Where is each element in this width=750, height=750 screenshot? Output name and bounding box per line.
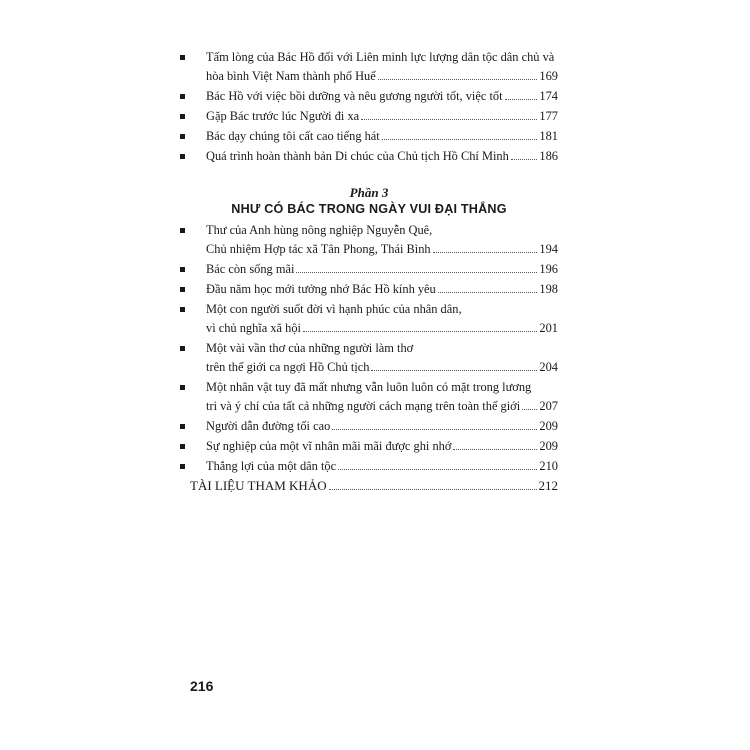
toc-entry-line <box>206 67 558 86</box>
toc-entry-page: 186 <box>539 149 558 163</box>
page-number: 216 <box>190 678 214 694</box>
toc-list-previous-section <box>180 48 558 166</box>
square-bullet-icon <box>180 134 185 139</box>
toc-entry-page: 204 <box>539 360 558 374</box>
toc-entry <box>180 221 558 259</box>
toc-entry <box>180 48 558 86</box>
toc-entry-page: 174 <box>539 89 558 103</box>
toc-entry-title: Gặp Bác trước lúc Người đi xa <box>206 109 360 123</box>
toc-entry-title: Tấm lòng của Bác Hồ đối với Liên minh lực lượng dân tộc dân chủ và <box>206 50 555 64</box>
toc-entry-page: 181 <box>539 129 558 143</box>
dot-leader <box>433 252 538 253</box>
toc-entry-page: 198 <box>539 282 558 296</box>
square-bullet-icon <box>180 424 185 429</box>
references-entry <box>190 478 558 494</box>
toc-entry <box>180 378 558 416</box>
toc-entry <box>180 127 558 146</box>
square-bullet-icon <box>180 307 185 312</box>
dot-leader <box>382 139 538 140</box>
toc-entry-title: Chủ nhiệm Hợp tác xã Tân Phong, Thái Bình <box>206 242 431 256</box>
toc-entry-line <box>206 457 558 476</box>
toc-entry-line <box>206 300 558 319</box>
toc-entry-line <box>206 358 558 377</box>
square-bullet-icon <box>180 94 185 99</box>
square-bullet-icon <box>180 55 185 60</box>
dot-leader <box>371 370 537 371</box>
toc-entry <box>180 300 558 338</box>
toc-entry <box>180 280 558 299</box>
dot-leader <box>303 331 537 332</box>
toc-entry <box>180 457 558 476</box>
toc-entry-line <box>206 87 558 106</box>
part-title: NHƯ CÓ BÁC TRONG NGÀY VUI ĐẠI THẮNG <box>231 202 507 216</box>
toc-entry-line <box>206 240 558 259</box>
toc-entry <box>180 87 558 106</box>
toc-entry-line <box>206 339 558 358</box>
toc-entry <box>180 339 558 377</box>
toc-entry-page: 194 <box>539 242 558 256</box>
toc-entry-title: Một con người suốt đời vì hạnh phúc của nhân dân, <box>206 302 462 316</box>
dot-leader <box>338 469 537 470</box>
toc-entry-page: 209 <box>539 419 558 433</box>
dot-leader <box>511 159 538 160</box>
toc-entry <box>180 417 558 436</box>
toc-entry-page: 209 <box>539 439 558 453</box>
toc-entry-line <box>206 221 558 240</box>
dot-leader <box>329 489 537 490</box>
toc-entry-title: Đầu năm học mới tưởng nhớ Bác Hồ kính yêu <box>206 282 436 296</box>
references-label: TÀI LIỆU THAM KHẢO <box>190 478 327 493</box>
toc-entry-line <box>206 280 558 299</box>
toc-entry-line <box>206 127 558 146</box>
toc-entry-title: vì chủ nghĩa xã hội <box>206 321 301 335</box>
toc-entry-title: Thắng lợi của một dân tộc <box>206 459 337 473</box>
toc-entry-page: 177 <box>539 109 558 123</box>
toc-entry-line <box>206 319 558 338</box>
toc-entry-title: Bác dạy chúng tôi cất cao tiếng hát <box>206 129 380 143</box>
dot-leader <box>453 449 537 450</box>
toc-list-part-3 <box>180 221 558 476</box>
toc-entry-line <box>206 417 558 436</box>
square-bullet-icon <box>180 444 185 449</box>
dot-leader <box>296 272 537 273</box>
square-bullet-icon <box>180 346 185 351</box>
toc-entry-title: Một vài vần thơ của những người làm thơ <box>206 341 414 355</box>
toc-entry <box>180 147 558 166</box>
toc-entry-title: Bác Hồ với việc bồi dưỡng và nêu gương người tốt, việc tốt <box>206 89 503 103</box>
square-bullet-icon <box>180 464 185 469</box>
toc-entry-line <box>206 48 558 67</box>
dot-leader <box>438 292 538 293</box>
toc-entry-title: trên thế giới ca ngợi Hồ Chủ tịch <box>206 360 370 374</box>
square-bullet-icon <box>180 267 185 272</box>
toc-entry <box>180 437 558 456</box>
toc-entry <box>180 260 558 279</box>
toc-entry-line <box>206 107 558 126</box>
toc-entry-page: 210 <box>539 459 558 473</box>
square-bullet-icon <box>180 385 185 390</box>
toc-entry-title: Thư của Anh hùng nông nghiệp Nguyễn Quê, <box>206 223 433 237</box>
toc-entry-title: Một nhân vật tuy đã mất nhưng vẫn luôn luôn có mặt trong lương <box>206 380 532 394</box>
toc-entry-line <box>206 378 558 397</box>
toc-entry-title: Sự nghiệp của một vĩ nhân mãi mãi được ghi nhớ <box>206 439 452 453</box>
toc-entry-page: 169 <box>539 69 558 83</box>
toc-entry-line <box>206 147 558 166</box>
toc-entry-line <box>206 260 558 279</box>
dot-leader <box>522 409 537 410</box>
references-page: 212 <box>538 478 558 493</box>
square-bullet-icon <box>180 114 185 119</box>
toc-entry-page: 196 <box>539 262 558 276</box>
square-bullet-icon <box>180 228 185 233</box>
part-label: Phần 3 <box>349 185 389 200</box>
toc-entry-line <box>206 397 558 416</box>
dot-leader <box>378 79 538 80</box>
dot-leader <box>505 99 538 100</box>
toc-entry <box>180 107 558 126</box>
toc-entry-page: 201 <box>539 321 558 335</box>
toc-entry-page: 207 <box>539 399 558 413</box>
toc-entry-title: Người dẫn đường tối cao <box>206 419 331 433</box>
dot-leader <box>332 429 537 430</box>
toc-entry-line <box>206 437 558 456</box>
dot-leader <box>361 119 537 120</box>
square-bullet-icon <box>180 287 185 292</box>
toc-entry-title: Bác còn sống mãi <box>206 262 295 276</box>
toc-entry-title: Quá trình hoàn thành bản Di chúc của Chủ tịch Hồ Chí Minh <box>206 149 509 163</box>
square-bullet-icon <box>180 154 185 159</box>
toc-entry-title: hòa bình Việt Nam thành phố Huế <box>206 69 376 83</box>
toc-entry-title: tri và ý chí của tất cả những người cách mạng trên toàn thế giới <box>206 399 521 413</box>
